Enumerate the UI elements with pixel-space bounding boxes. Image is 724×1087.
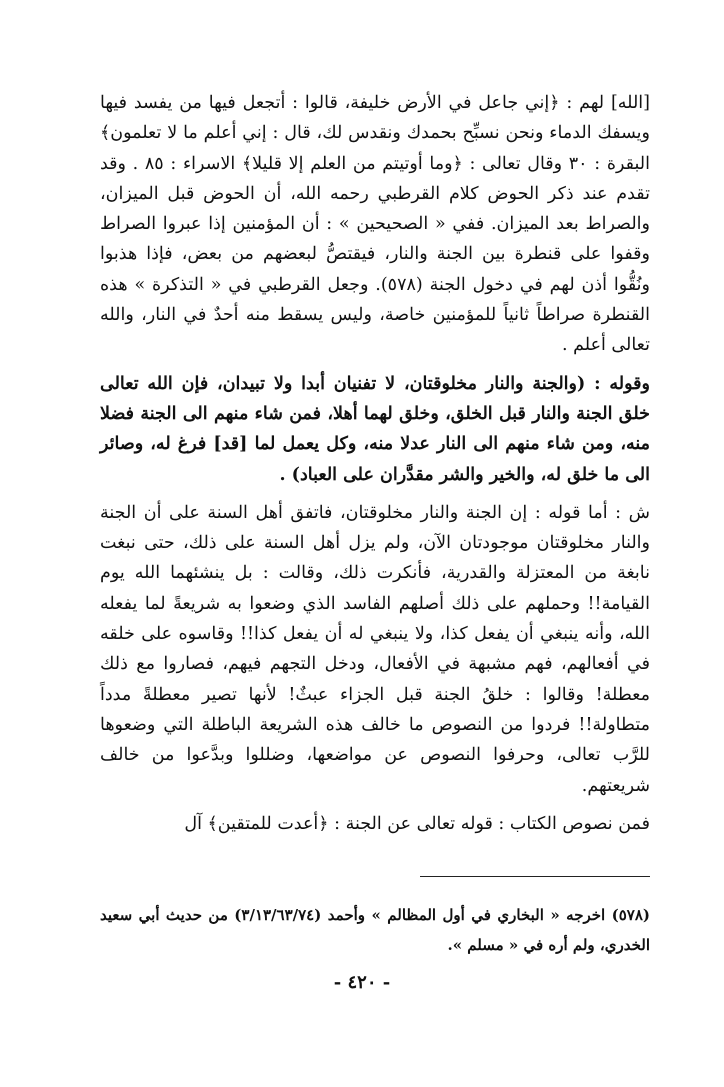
paragraph-4: فمن نصوص الكتاب : قوله تعالى عن الجنة : ﴿أعدت للمتقين﴾ آل <box>184 813 650 834</box>
paragraph-3: ش : أما قوله : إن الجنة والنار مخلوقتان، فاتفق أهل السنة على أن الجنة والنار مخلوقتان موجودتان الآن، ولم يزل أهل السنة على ذلك، حتى نبغت نابغة من المعتزلة والقدرية، فأنكرت ذلك، وقالت : بل ينشئهما الله يوم القيامة!! وحملهم على ذلك أصلهم الفاسد الذي وضعوا به شريعةً لما يفعله الله، وأنه ينبغي أن يفعل كذا، ولا ينبغي له أن يفعل كذا!! وقاسوه على خلقه في أفعالهم، فهم مشبهة في الأفعال، ودخل التجهم فيهم، فصاروا مع ذلك معطلة! وقالوا : خلقُ الجنة قبل الجزاء عبثٌ! لأنها تصير معطلةً مدداً متطاولة!! فردوا من النصوص ما خالف هذه الشريعة الباطلة التي وضعوها للرَّب تعالى، وحرفوا النصوص عن مواضعها، وضللوا وبدَّعوا من خالف شريعتهم. <box>100 502 650 796</box>
footnote-divider <box>420 876 650 877</box>
paragraph-1: [الله] لهم : ﴿إني جاعل في الأرض خليفة، قالوا : أتجعل فيها من يفسد فيها ويسفك الدماء ونحن نسبِّح بحمدك ونقدس لك، قال : إني أعلم ما لا تعلمون﴾ البقرة : ٣٠ وقال تعالى : ﴿وما أوتيتم من العلم إلا قليلا﴾ الاسراء : ٨٥ . وقد تقدم عند ذكر الحوض كلام القرطبي رحمه الله، أن الحوض قبل الميزان، والصراط بعد الميزان. ففي « الصحيحين » : أن المؤمنين إذا عبروا الصراط وقفوا على قنطرة بين الجنة والنار، فيقتصُّ لبعضهم من بعض، فإذا هذبوا ونُقُّوا أذن لهم في دخول الجنة (٥٧٨). وجعل القرطبي في « التذكرة » هذه القنطرة صراطاً ثانياً للمؤمنين خاصة، وليس يسقط منه أحدٌ في النار، والله تعالى أعلم . <box>100 93 650 356</box>
page-number: - ٤٢٠ - <box>333 972 391 993</box>
paragraph-2-quote: وقوله : (والجنة والنار مخلوقتان، لا تفنيان أبدا ولا تبيدان، فإن الله تعالى خلق الجنة والنار قبل الخلق، وخلق لهما أهلا، فمن شاء منهم الى الجنة فضلا منه، ومن شاء منهم الى النار عدلا منه، وكل يعمل لما [قد] فرغ له، وصائر الى ما خلق له، والخير والشر مقدَّران على العباد) . <box>100 373 650 485</box>
footnote: (٥٧٨) اخرجه « البخاري في أول المظالم » وأحمد (٣/١٣/٦٣/٧٤) من حديث أبي سعيد الخدري، ولم أره في « مسلم ». <box>100 906 650 954</box>
main-text <box>100 88 650 839</box>
